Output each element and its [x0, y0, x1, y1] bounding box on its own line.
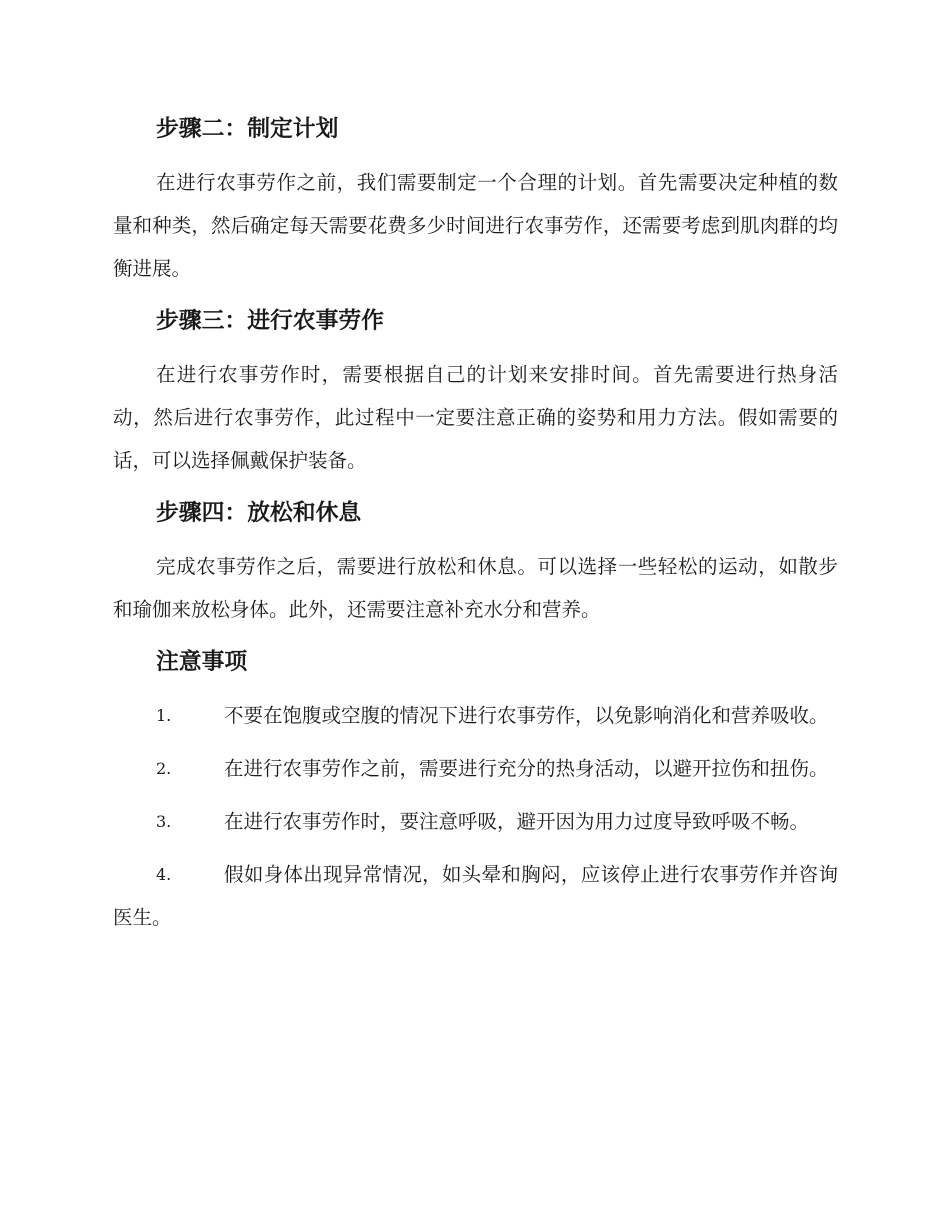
list-number: 2.: [156, 759, 172, 778]
notes-list-item: [113, 747, 838, 790]
step3-body: 在进行农事劳作时，需要根据自己的计划来安排时间。首先需要进行热身活动，然后进行农事劳作，此过程中一定要注意正确的姿势和用力方法。假如需要的话，可以选择佩戴保护装备。: [113, 363, 838, 472]
list-number: 4.: [156, 865, 172, 884]
notes-list-item: [113, 694, 838, 737]
list-item-text: 假如身体出现异常情况，如头晕和胸闷，应该停止进行农事劳作并咨询医生。: [113, 863, 838, 929]
list-number: 3.: [156, 812, 172, 831]
step4-heading: 步骤四：放松和休息: [156, 500, 362, 526]
notes-list-item: [113, 853, 838, 939]
notes-list-item: [113, 800, 838, 843]
list-number: 1.: [156, 706, 172, 725]
step3-heading: 步骤三：进行农事劳作: [156, 308, 384, 334]
list-item-text: 在进行农事劳作之前，需要进行充分的热身活动，以避开拉伤和扭伤。: [224, 757, 829, 780]
step2-heading: 步骤二：制定计划: [156, 116, 339, 142]
document-page: [113, 108, 838, 939]
list-item-text: 在进行农事劳作时，要注意呼吸，避开因为用力过度导致呼吸不畅。: [224, 810, 810, 833]
step2-body: 在进行农事劳作之前，我们需要制定一个合理的计划。首先需要决定种植的数量和种类，然后确定每天需要花费多少时间进行农事劳作，还需要考虑到肌肉群的均衡进展。: [113, 171, 838, 280]
list-item-text: 不要在饱腹或空腹的情况下进行农事劳作，以免影响消化和营养吸收。: [224, 704, 829, 727]
notes-heading: 注意事项: [156, 649, 248, 675]
step4-body: 完成农事劳作之后，需要进行放松和休息。可以选择一些轻松的运动，如散步和瑜伽来放松身体。此外，还需要注意补充水分和营养。: [113, 555, 838, 621]
